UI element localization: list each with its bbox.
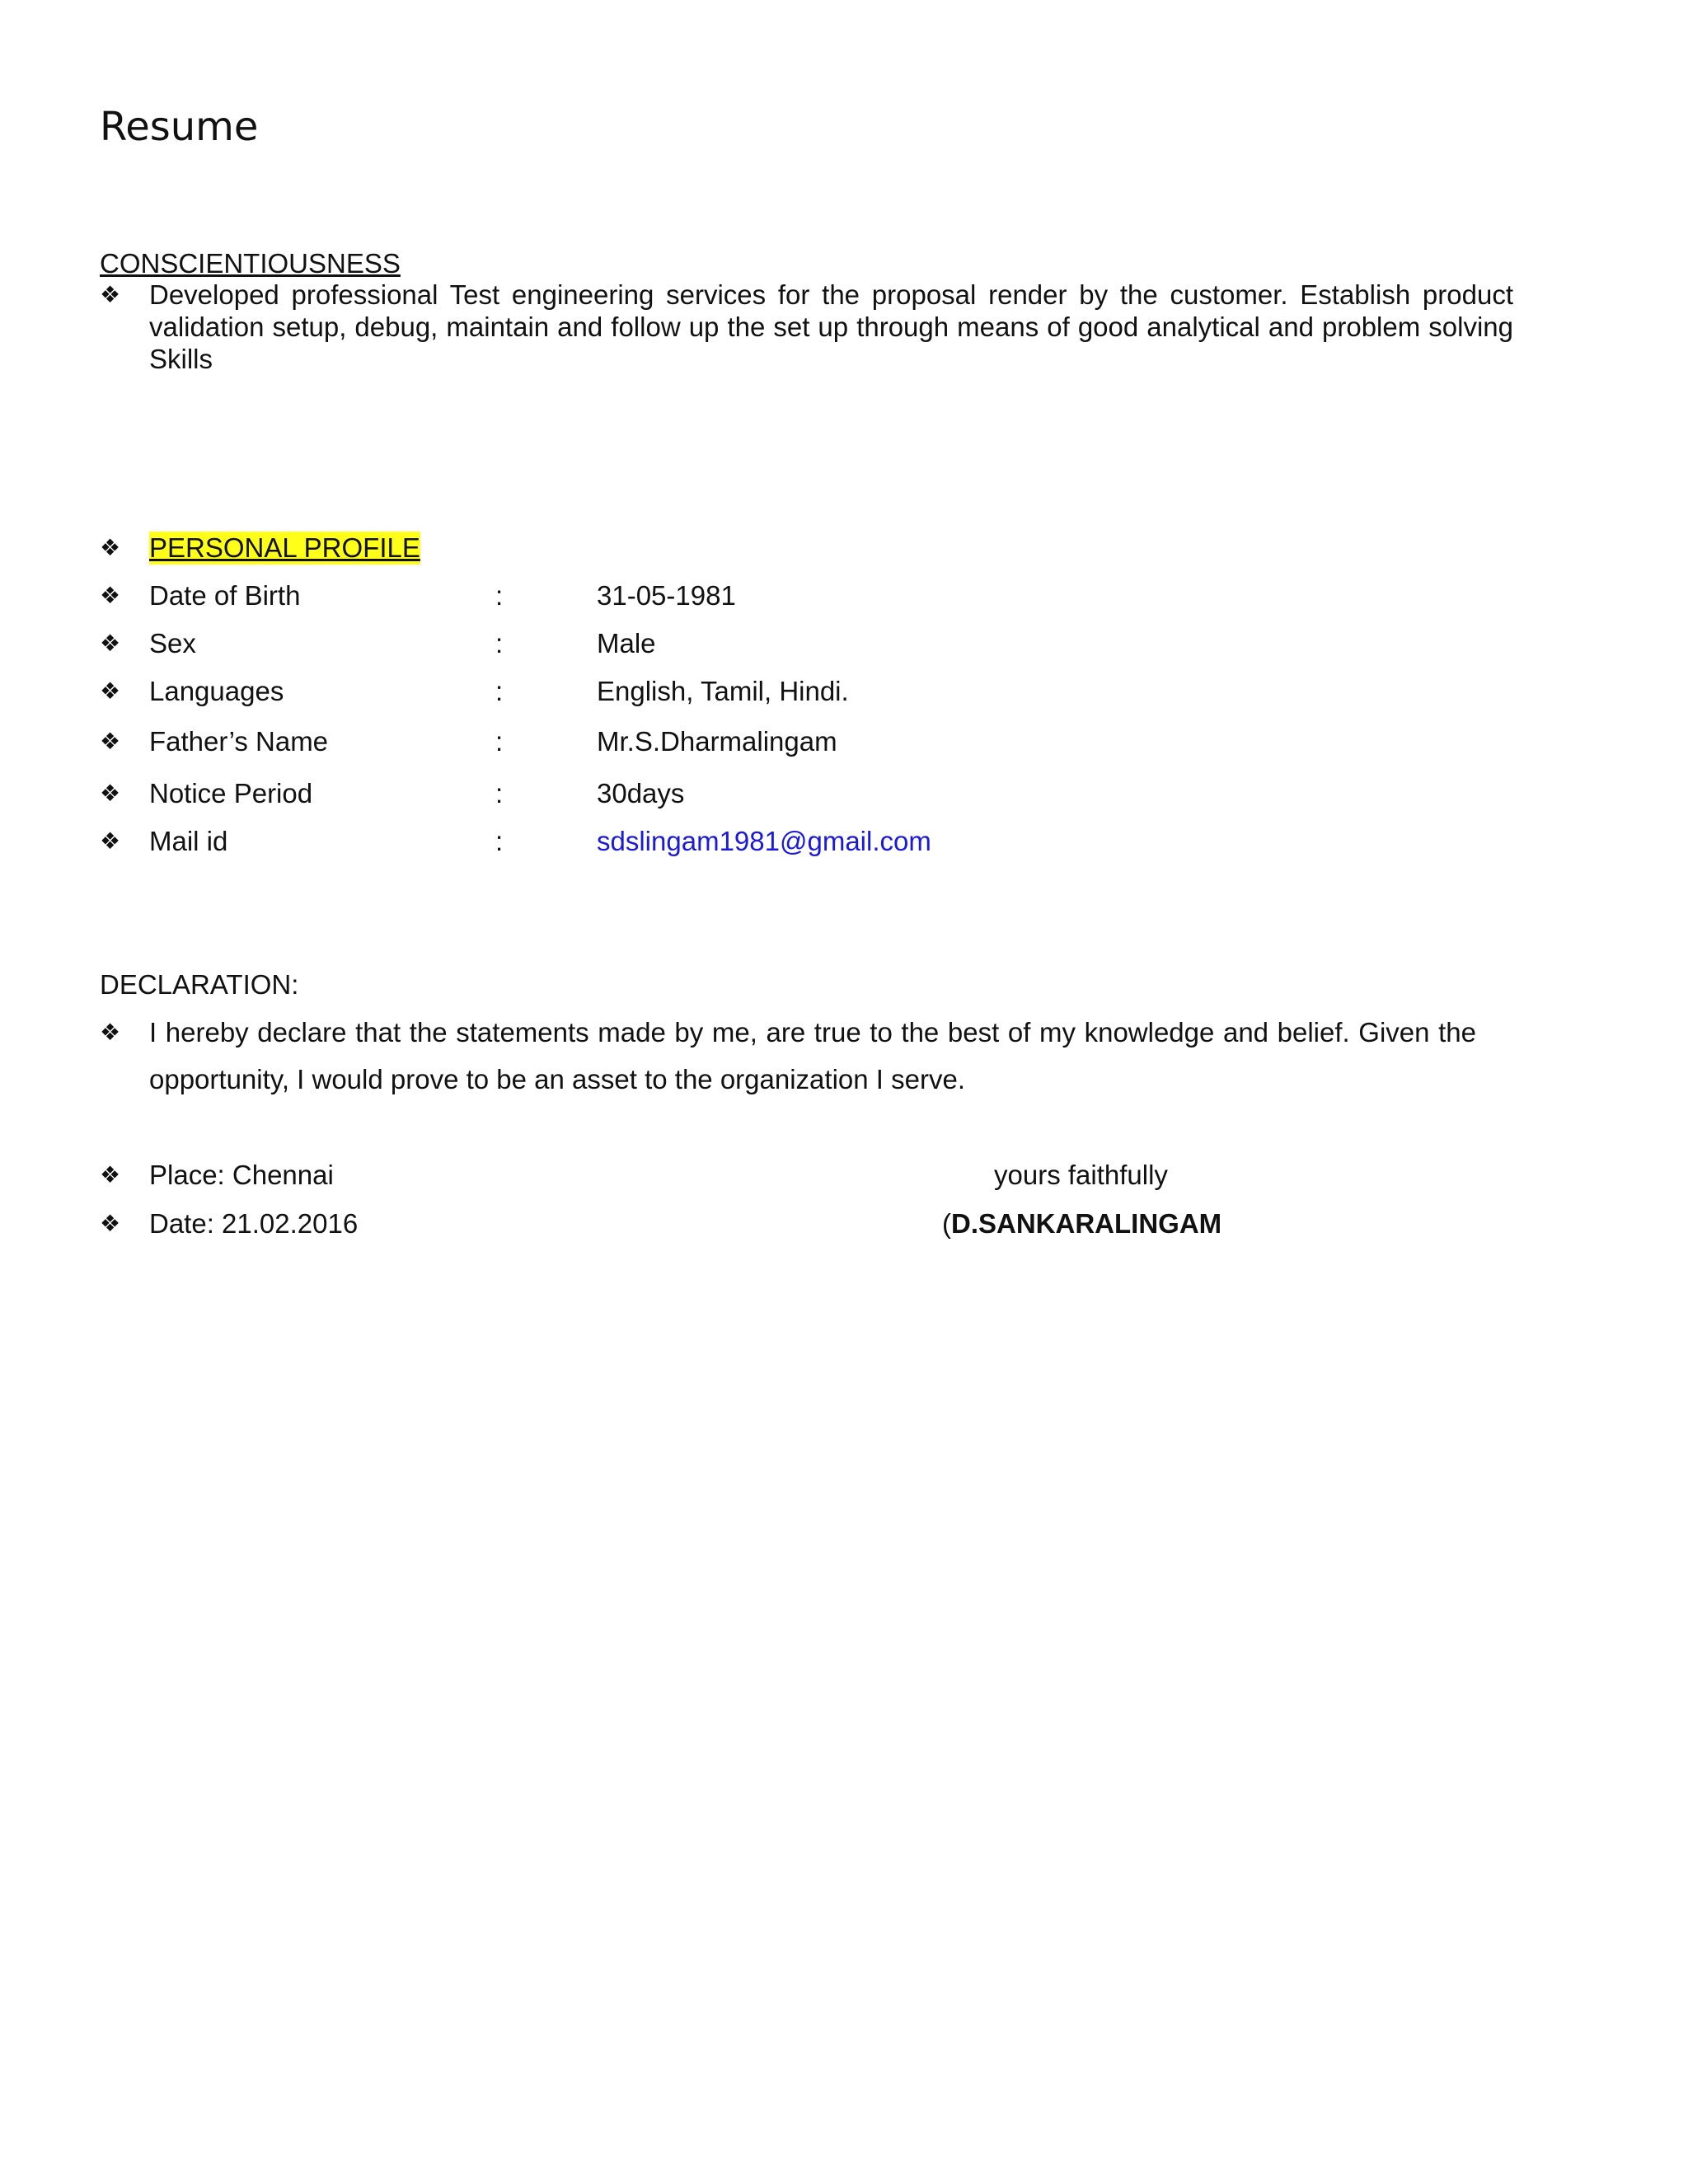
profile-label: Sex [149, 628, 196, 658]
bullet-icon: ❖ [100, 282, 121, 307]
profile-separator: : [495, 580, 504, 611]
conscientiousness-heading: CONSCIENTIOUSNESS [100, 248, 401, 279]
signature-paren: ( [942, 1208, 951, 1239]
bullet-icon: ❖ [100, 780, 121, 806]
profile-label: Languages [149, 676, 284, 706]
date-text: Date: 21.02.2016 [149, 1208, 359, 1239]
profile-label: Father’s Name [149, 726, 329, 757]
bullet-icon: ❖ [100, 1162, 121, 1188]
bullet-icon: ❖ [100, 1211, 121, 1236]
bullet-icon: ❖ [100, 535, 121, 560]
bullet-icon: ❖ [100, 678, 121, 704]
profile-separator: : [495, 726, 504, 757]
profile-label: Mail id [149, 826, 228, 856]
conscientiousness-text: Developed professional Test engineering services for the proposal render by the customer. Establish product validation setup, debug, maintain and follow up the set up through means of good analytical and problem solving Skills [149, 279, 1513, 374]
profile-separator: : [495, 676, 504, 706]
profile-separator: : [495, 826, 504, 856]
profile-label: Notice Period [149, 778, 313, 808]
page-title: Resume [100, 104, 259, 150]
profile-separator: : [495, 628, 504, 658]
profile-value: 31-05-1981 [597, 580, 736, 611]
signature-name: D.SANKARALINGAM [951, 1208, 1222, 1239]
closing-text: yours faithfully [994, 1160, 1168, 1190]
declaration-heading: DECLARATION: [100, 969, 299, 1000]
signature [942, 1207, 1221, 1240]
bullet-icon: ❖ [100, 583, 121, 608]
profile-label: Date of Birth [149, 580, 301, 611]
bullet-icon: ❖ [100, 630, 121, 656]
profile-separator: : [495, 778, 504, 808]
profile-value: Male [597, 628, 656, 658]
bullet-icon: ❖ [100, 729, 121, 754]
profile-value: 30days [597, 778, 685, 808]
place-text: Place: Chennai [149, 1160, 334, 1190]
email-link[interactable]: sdslingam1981@gmail.com [597, 826, 931, 856]
bullet-icon: ❖ [100, 1019, 121, 1045]
personal-profile-heading: PERSONAL PROFILE [149, 532, 420, 563]
declaration-text-line2: opportunity, I would prove to be an asset to the organization I serve. [149, 1064, 965, 1094]
declaration-text-line1: I hereby declare that the statements made by me, are true to the best of my knowledge and belief. Given the [149, 1017, 1476, 1047]
profile-value: English, Tamil, Hindi. [597, 676, 849, 706]
profile-value: Mr.S.Dharmalingam [597, 726, 837, 757]
bullet-icon: ❖ [100, 828, 121, 854]
